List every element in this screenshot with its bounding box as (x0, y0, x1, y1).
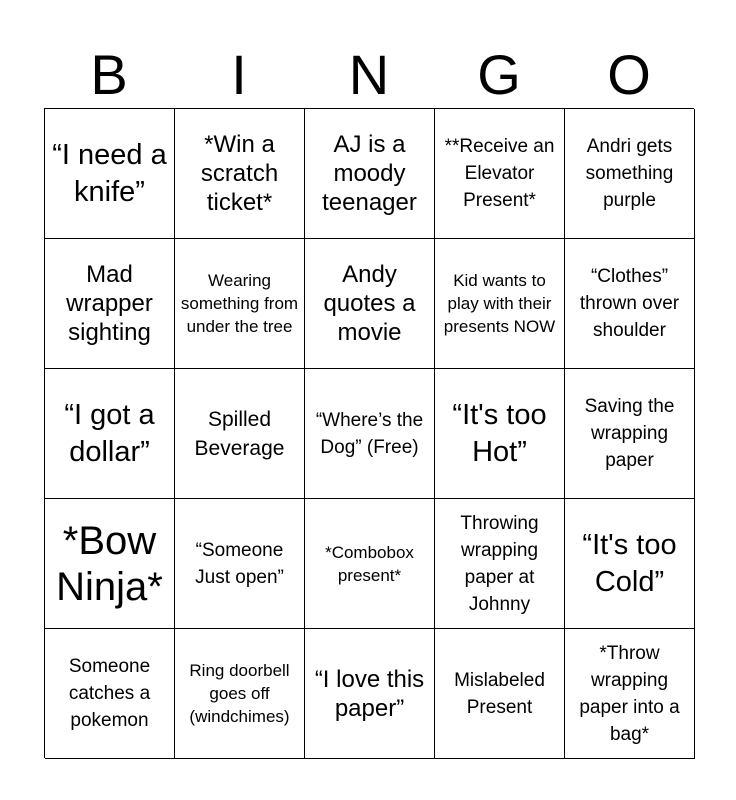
bingo-cell[interactable] (45, 369, 175, 499)
cell-text: *Win a scratch ticket* (200, 131, 279, 216)
bingo-cell[interactable] (435, 499, 565, 629)
bingo-cell[interactable] (565, 499, 695, 629)
cell-text: “It's too Cold” (582, 528, 677, 598)
bingo-cell[interactable] (175, 629, 305, 759)
bingo-grid (44, 108, 694, 758)
cell-text: Wearing something from under the tree (180, 271, 299, 336)
bingo-cell[interactable] (305, 629, 435, 759)
bingo-cell[interactable] (305, 239, 435, 369)
bingo-cell[interactable] (175, 239, 305, 369)
cell-text: Kid wants to play with their presents NOW (443, 271, 556, 336)
cell-text: Spilled Beverage (194, 407, 285, 460)
bingo-cell[interactable] (175, 369, 305, 499)
cell-text: Saving the wrapping paper (584, 396, 675, 471)
cell-text: *Bow Ninja* (56, 518, 163, 609)
bingo-cell[interactable] (45, 499, 175, 629)
cell-text: “Someone Just open” (195, 539, 284, 588)
cell-text: **Receive an Elevator Present* (444, 136, 555, 211)
cell-text: Mislabeled Present (454, 669, 545, 718)
bingo-cell[interactable] (565, 239, 695, 369)
cell-text: Ring doorbell goes off (windchimes) (189, 661, 290, 726)
bingo-cell[interactable] (45, 239, 175, 369)
header-letter-i: I (231, 43, 247, 106)
cell-text: *Combobox present* (325, 542, 414, 585)
cell-text: Andri gets something purple (585, 136, 674, 211)
header-letter-g: G (477, 43, 521, 106)
bingo-cell[interactable] (305, 109, 435, 239)
bingo-cell[interactable] (565, 629, 695, 759)
bingo-cell[interactable] (435, 109, 565, 239)
cell-text: “I got a dollar” (64, 398, 155, 468)
bingo-header (44, 44, 694, 106)
bingo-cell[interactable] (435, 629, 565, 759)
bingo-cell[interactable] (565, 369, 695, 499)
cell-text: *Throw wrapping paper into a bag* (579, 642, 680, 745)
cell-text: Throwing wrapping paper at Johnny (460, 512, 539, 615)
cell-text: Mad wrapper sighting (66, 261, 153, 346)
cell-text: “Where’s the Dog” (Free) (315, 409, 424, 458)
bingo-cell[interactable] (435, 239, 565, 369)
cell-text: Someone catches a pokemon (68, 656, 151, 731)
header-letter-o: O (607, 43, 651, 106)
bingo-cell[interactable] (305, 369, 435, 499)
cell-text: Andy quotes a movie (323, 261, 416, 346)
bingo-cell[interactable] (565, 109, 695, 239)
bingo-cell[interactable] (175, 499, 305, 629)
header-letter-n: N (348, 43, 390, 106)
cell-text: “I love this paper” (314, 665, 425, 722)
bingo-cell[interactable] (305, 499, 435, 629)
bingo-cell[interactable] (45, 629, 175, 759)
header-letter-b: B (90, 43, 128, 106)
bingo-cell[interactable] (175, 109, 305, 239)
cell-text: “It's too Hot” (452, 398, 547, 468)
bingo-cell[interactable] (45, 109, 175, 239)
cell-text: AJ is a moody teenager (322, 131, 417, 216)
bingo-cell[interactable] (435, 369, 565, 499)
cell-text: “Clothes” thrown over shoulder (579, 266, 680, 341)
cell-text: “I need a knife” (52, 138, 167, 208)
